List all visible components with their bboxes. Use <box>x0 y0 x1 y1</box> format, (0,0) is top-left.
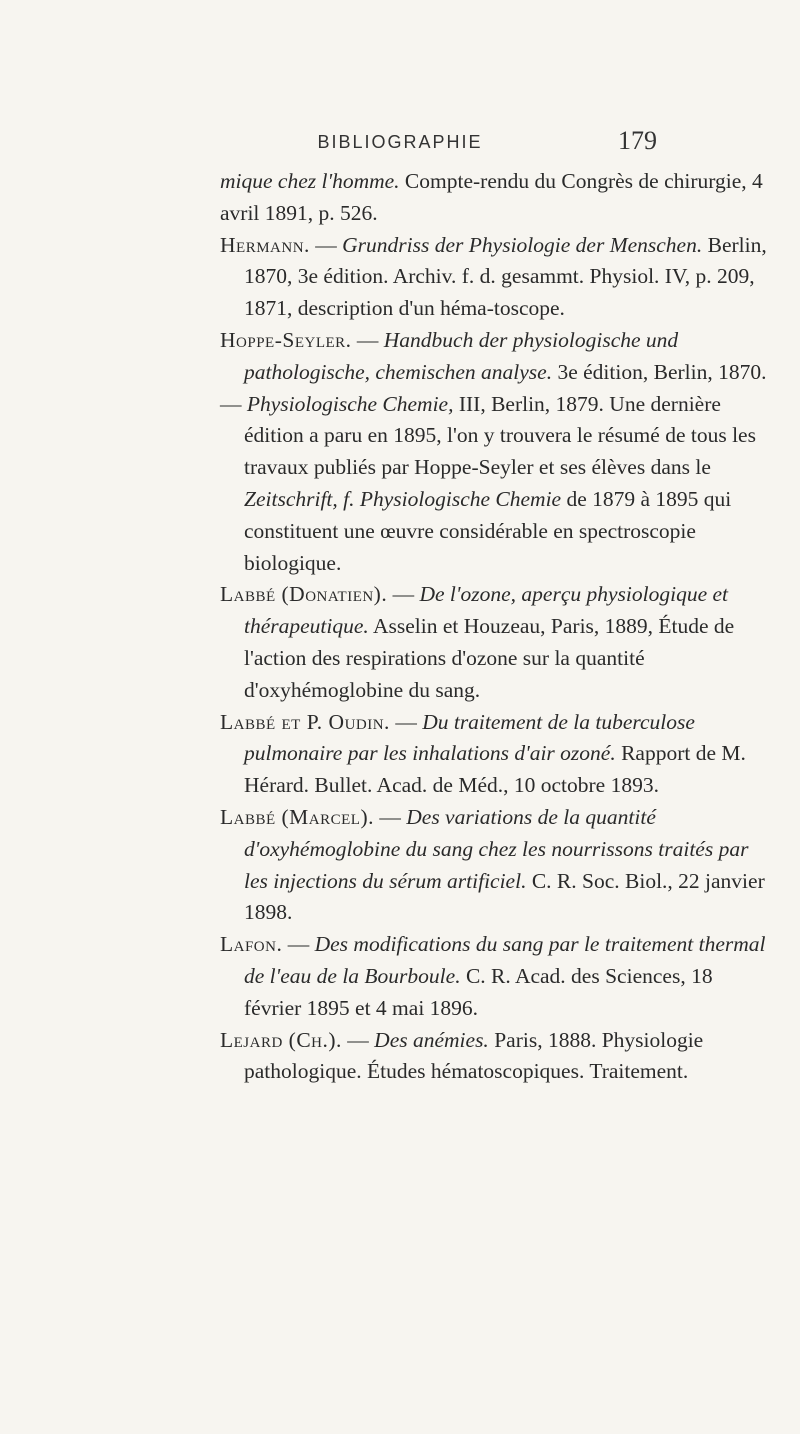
entry-details-continued: de 1879 à 1895 qui constituent une œuvre considérable en spectroscopie biologique. <box>244 486 732 575</box>
bib-entry-labbe-marcel <box>220 802 770 929</box>
entry-title: Grundriss der Physiologie der Menschen. <box>342 232 703 257</box>
entry-dash: — <box>374 804 407 829</box>
entry-dash: — <box>309 232 343 257</box>
entry-author: Hermann. <box>220 232 310 257</box>
page-number: 179 <box>618 126 657 155</box>
entry-details: Paris, 1888. Physiologie pathologique. Études hématoscopiques. Traitement. <box>244 1027 704 1084</box>
entry-author: Lafon. <box>220 932 283 957</box>
entry-details: Compte-rendu du Congrès de chirurgie, 4 avril 1891, p. 526. <box>220 169 763 225</box>
bib-entry-continued <box>220 166 770 230</box>
bib-entry-lafon <box>220 929 770 1024</box>
entry-dash: — <box>351 327 384 352</box>
entry-journal-title: Zeitschrift, f. Physiologische Chemie <box>244 486 562 511</box>
entry-dash: — <box>220 391 247 416</box>
entry-title: mique chez l'homme. <box>220 169 400 193</box>
entry-dash: — <box>389 709 423 734</box>
bib-entry-physiologische-chemie <box>220 389 770 580</box>
entry-author: Labbé (Donatien). <box>220 582 388 607</box>
bib-entry-labbe-donatien <box>220 579 770 706</box>
entry-title: Handbuch der physiologische und pathologische, chemischen analyse. <box>244 327 679 384</box>
entry-details: C. R. Soc. Biol., 22 janvier 1898. <box>244 868 765 925</box>
entry-title: Des anémies. <box>374 1027 489 1052</box>
bibliography-list <box>220 166 770 1088</box>
entry-author: Hoppe-Seyler. <box>220 327 352 352</box>
entry-details: Berlin, 1870, 3e édition. Archiv. f. d. gesammt. Physiol. IV, p. 209, 1871, description d'un héma-toscope. <box>244 232 767 321</box>
entry-details: Asselin et Houzeau, Paris, 1889, Étude de l'action des respirations d'ozone sur la quantité d'oxyhémoglobine du sang. <box>244 614 735 702</box>
entry-author: Labbé et P. Oudin. <box>220 709 390 734</box>
bib-entry-hermann <box>220 230 770 325</box>
entry-dash: — <box>387 582 420 607</box>
entry-title: De l'ozone, aperçu physiologique et thérapeutique. <box>244 582 729 639</box>
entry-details: C. R. Acad. des Sciences, 18 février 1895 et 4 mai 1896. <box>244 963 713 1020</box>
entry-title: Physiologische Chemie, <box>246 391 454 416</box>
entry-author: Labbé (Marcel). <box>220 804 374 829</box>
entry-title: Des modifications du sang par le traitement thermal de l'eau de la Bourboule. <box>244 932 766 988</box>
entry-author: Lejard (Ch.). <box>220 1027 342 1052</box>
entry-details: III, Berlin, 1879. Une dernière édition a paru en 1895, l'on y trouvera le résumé de tous les travaux publiés par Hoppe-Seyler et ses élèves dans le <box>244 391 756 480</box>
entry-dash: — <box>282 932 315 957</box>
running-head: BIBLIOGRAPHIE <box>317 132 483 152</box>
entry-details: 3e édition, Berlin, 1870. <box>552 359 767 384</box>
bib-entry-hoppe-seyler <box>220 325 770 389</box>
entry-title: Des variations de la quantité d'oxyhémoglobine du sang chez les nourrissons traités par les injections du sérum artificiel. <box>244 804 749 893</box>
bib-entry-labbe-oudin <box>220 707 770 802</box>
bib-entry-lejard <box>220 1025 770 1089</box>
entry-dash: — <box>341 1027 375 1052</box>
entry-title: Du traitement de la tuberculose pulmonaire par les inhalations d'air ozoné. <box>244 709 695 766</box>
entry-details: Rapport de M. Hérard. Bullet. Acad. de Méd., 10 octobre 1893. <box>244 741 746 798</box>
